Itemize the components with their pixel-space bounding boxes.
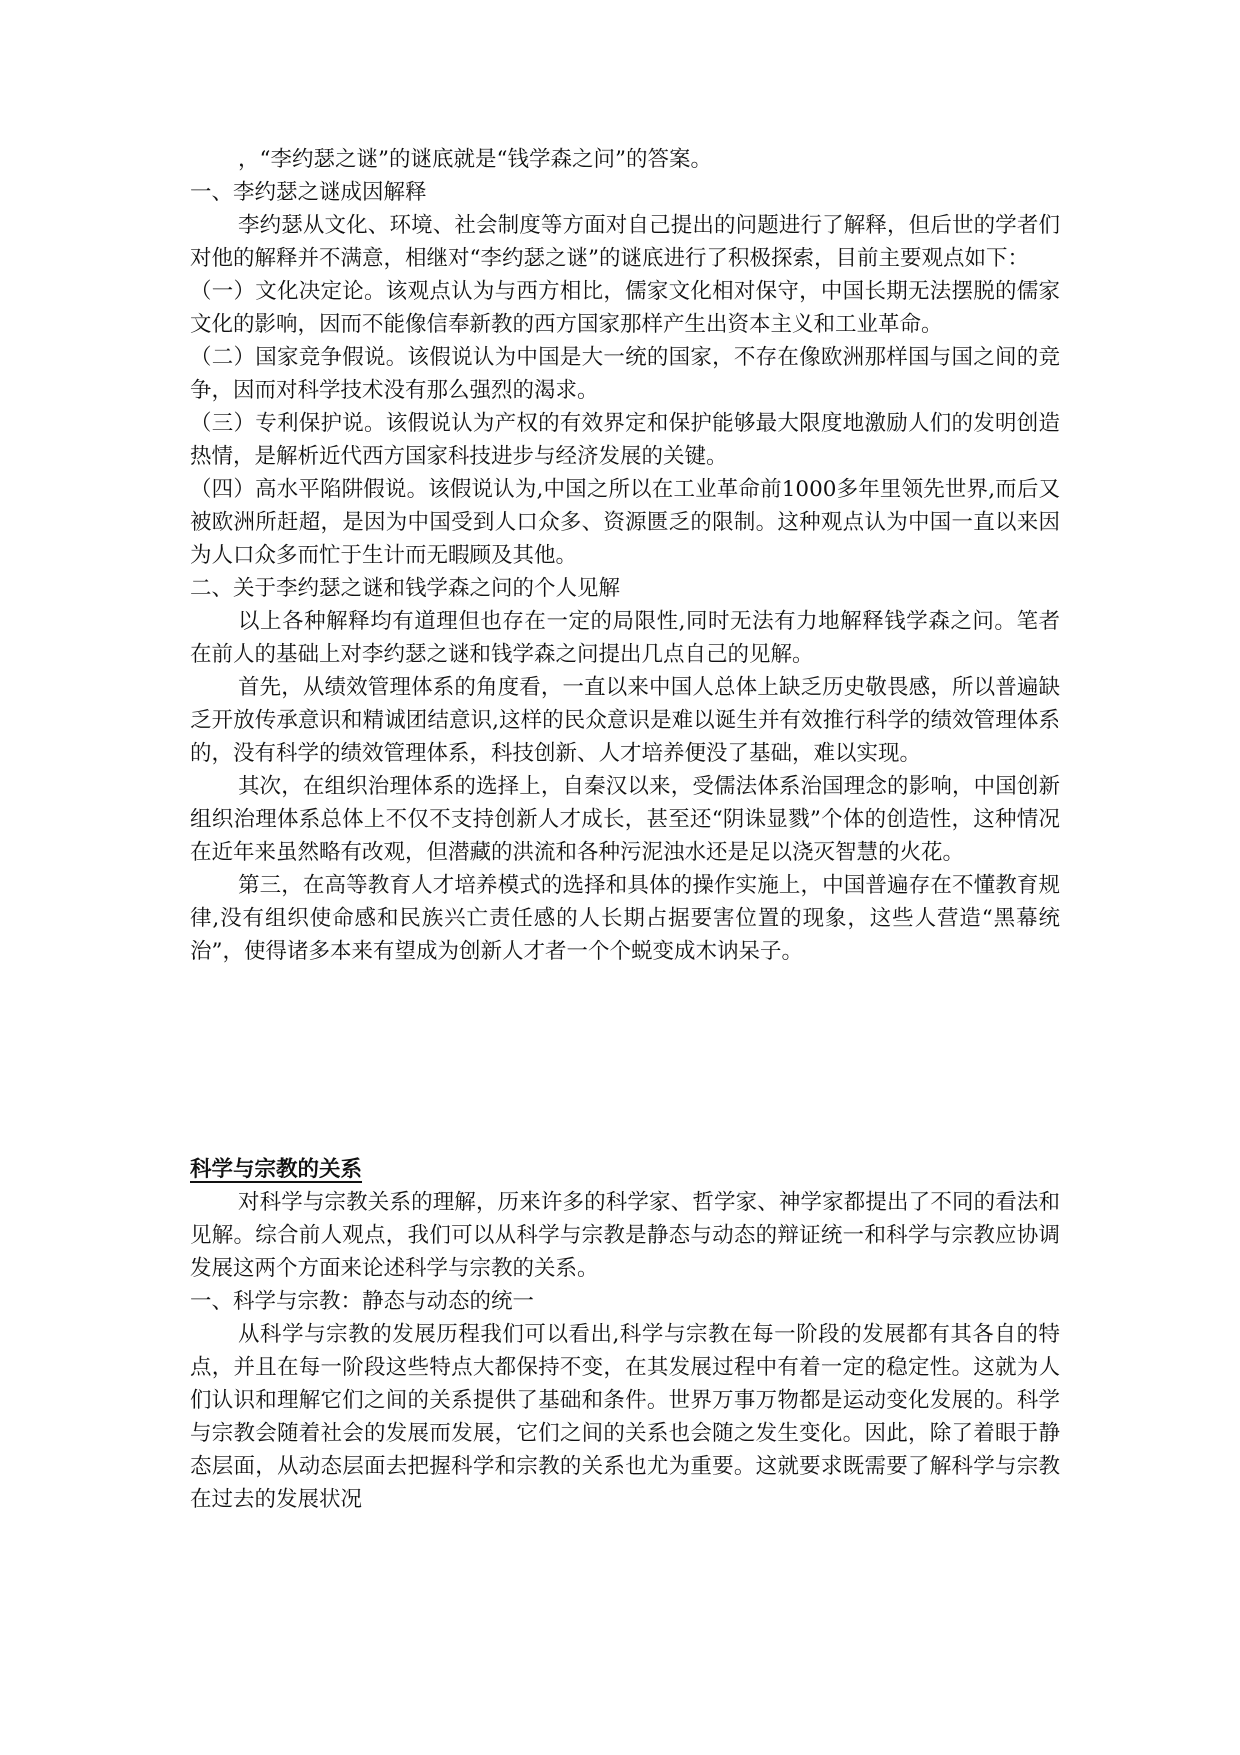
section-title-science-religion: 科学与宗教的关系 [190, 1157, 363, 1182]
paragraph-7: 从科学与宗教的发展历程我们可以看出,科学与宗教在每一阶段的发展都有其各自的特点，并且在每一阶段这些特点大都保持不变，在其发展过程中有着一定的稳定性。这就为人们认识和理解它们之间的关系提供了基础和条件。世界万事万物都是运动变化发展的。科学与宗教会随着社会的发展而发展，它们之间的关系也会随之发生变化。因此，除了着眼于静态层面，从动态层面去把握科学和宗教的关系也尤为重要。这就要求既需要了解科学与宗教在过去的发展状况 [190, 1322, 1060, 1512]
list-item-1: （一）文化决定论。该观点认为与西方相比，儒家文化相对保守，中国长期无法摆脱的儒家文化的影响，因而不能像信奉新教的西方国家那样产生出资本主义和工业革命。 [190, 279, 1060, 337]
list-item-4: （四）高水平陷阱假说。该假说认为,中国之所以在工业革命前1000多年里领先世界,而后又被欧洲所赶超，是因为中国受到人口众多、资源匮乏的限制。这种观点认为中国一直以来因为人口众多而忙于生计而无暇顾及其他。 [190, 477, 1060, 568]
section-heading-3: 一、科学与宗教：静态与动态的统一 [190, 1289, 535, 1314]
list-item-2: （二）国家竞争假说。该假说认为中国是大一统的国家，不存在像欧洲那样国与国之间的竞争，因而对科学技术没有那么强烈的渴求。 [190, 345, 1060, 403]
paragraph-2: 以上各种解释均有道理但也存在一定的局限性,同时无法有力地解释钱学森之问。笔者在前人的基础上对李约瑟之谜和钱学森之问提出几点自己的见解。 [190, 609, 1060, 667]
section-heading-2: 二、关于李约瑟之谜和钱学森之问的个人见解 [190, 576, 621, 601]
paragraph-6: 对科学与宗教关系的理解，历来许多的科学家、哲学家、神学家都提出了不同的看法和见解。综合前人观点，我们可以从科学与宗教是静态与动态的辩证统一和科学与宗教应协调发展这两个方面来论述科学与宗教的关系。 [190, 1190, 1060, 1281]
paragraph-3: 首先，从绩效管理体系的角度看，一直以来中国人总体上缺乏历史敬畏感，所以普遍缺乏开放传承意识和精诚团结意识,这样的民众意识是难以诞生并有效推行科学的绩效管理体系的，没有科学的绩效管理体系，科技创新、人才培养便没了基础，难以实现。 [190, 675, 1060, 766]
paragraph-5: 第三，在高等教育人才培养模式的选择和具体的操作实施上，中国普遍存在不懂教育规律,没有组织使命感和民族兴亡责任感的人长期占据要害位置的现象，这些人营造“黑幕统治”，使得诸多本来有望成为创新人才者一个个蜕变成木讷呆子。 [190, 873, 1060, 964]
paragraph-1: 李约瑟从文化、环境、社会制度等方面对自己提出的问题进行了解释，但后世的学者们对他的解释并不满意，相继对“李约瑟之谜”的谜底进行了积极探索，目前主要观点如下： [190, 213, 1060, 271]
section-heading-1: 一、李约瑟之谜成因解释 [190, 180, 427, 205]
paragraphs-part2 [190, 1153, 1060, 1516]
paragraph-4: 其次，在组织治理体系的选择上，自秦汉以来，受儒法体系治国理念的影响，中国创新组织治理体系总体上不仅不支持创新人才成长，甚至还“阴诛显戮”个体的创造性，这种情况在近年来虽然略有改观，但潜藏的洪流和各种污泥浊水还是足以浇灭智慧的火花。 [190, 774, 1060, 865]
paragraphs-part1 [190, 143, 1060, 968]
list-item-3: （三）专利保护说。该假说认为产权的有效界定和保护能够最大限度地激励人们的发明创造热情，是解析近代西方国家科技进步与经济发展的关键。 [190, 411, 1060, 469]
paragraph-intro-tail: ，“李约瑟之谜”的谜底就是“钱学森之问”的答案。 [238, 147, 712, 172]
